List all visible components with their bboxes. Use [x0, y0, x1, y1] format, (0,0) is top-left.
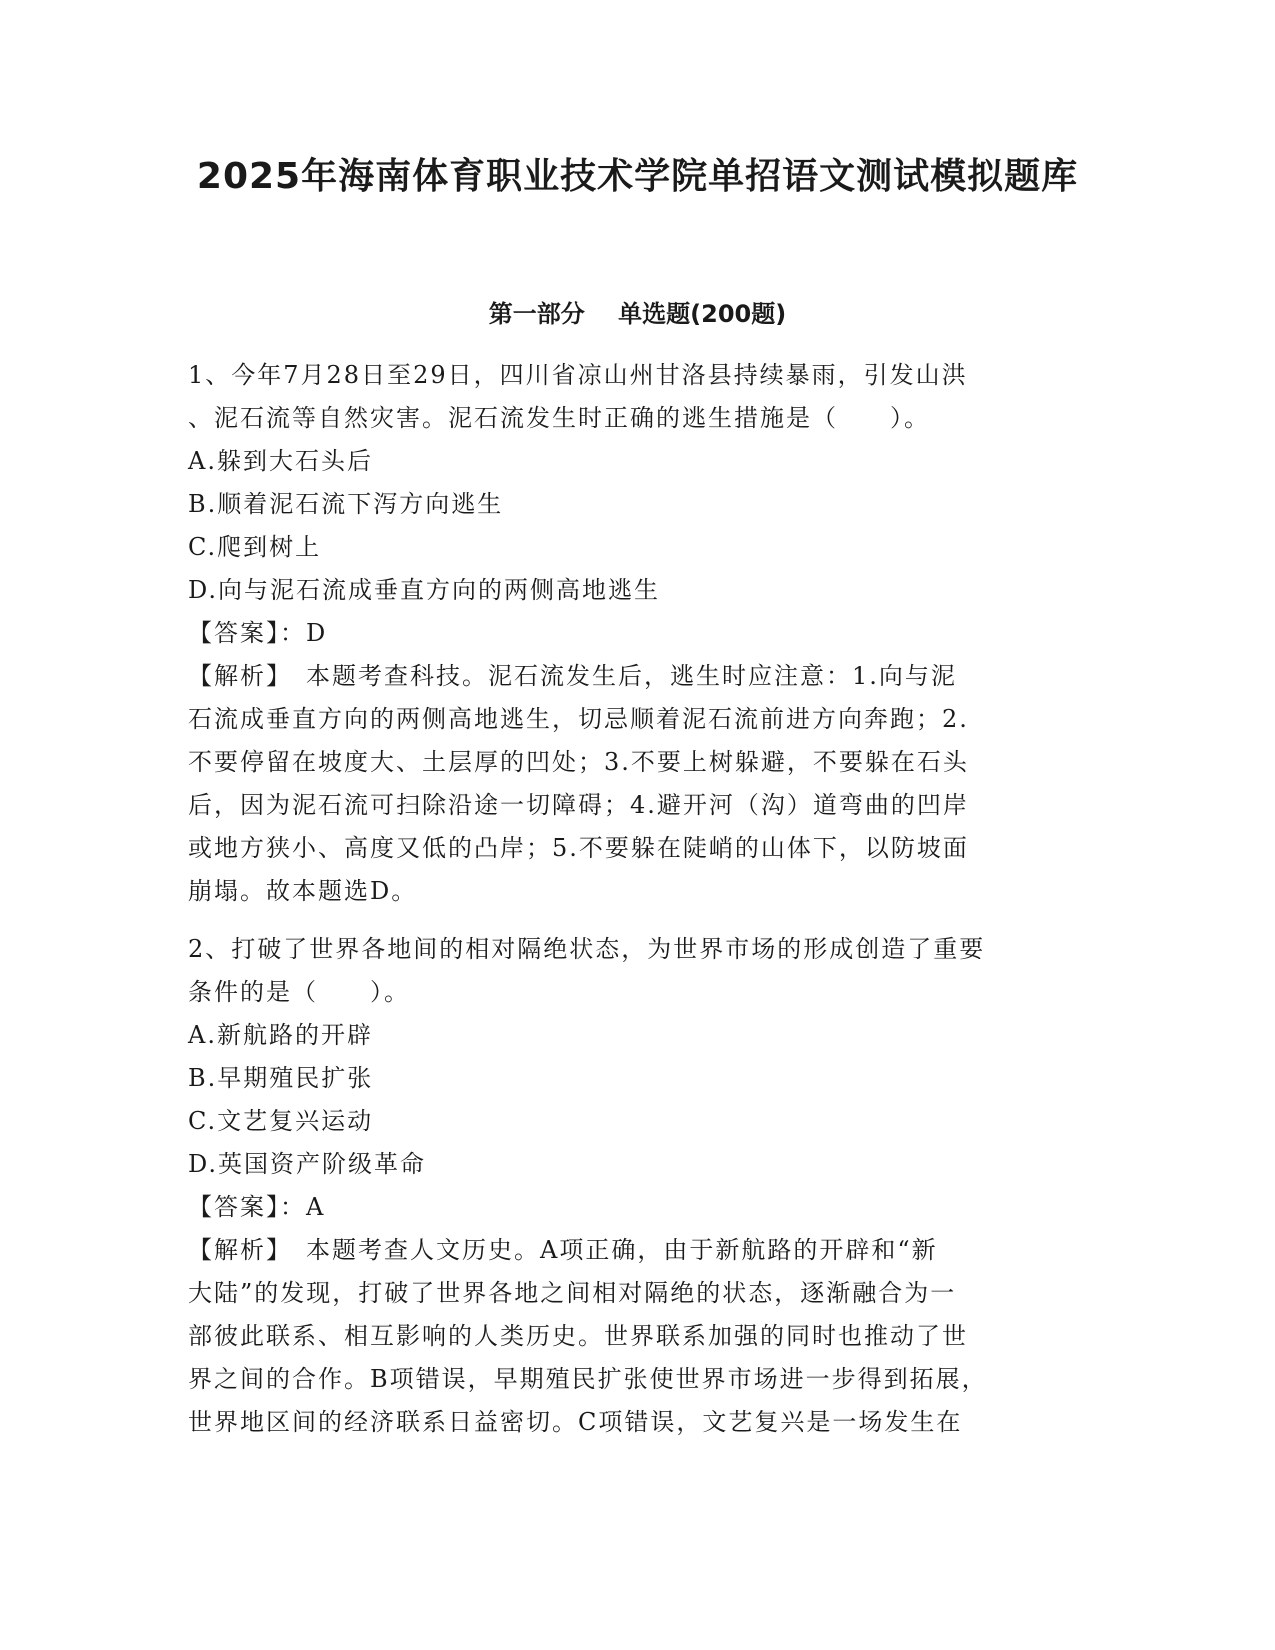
- section-title: 第一部分 单选题(200题): [488, 300, 787, 328]
- question-1: [188, 354, 1083, 913]
- question-stem: [188, 928, 1083, 1014]
- question-list: [188, 354, 1083, 1444]
- document-title: 2025年海南体育职业技术学院单招语文测试模拟题库: [196, 156, 1079, 197]
- analysis-line: 或地方狭小、高度又低的凸岸；5.不要躲在陡峭的山体下，以防坡面: [188, 834, 969, 862]
- option-a: A.新航路的开辟: [188, 1021, 373, 1049]
- analysis-line: 界之间的合作。B项错误，早期殖民扩张使世界市场进一步得到拓展，: [188, 1365, 988, 1393]
- analysis-line: 石流成垂直方向的两侧高地逃生，切忌顺着泥石流前进方向奔跑；2.: [188, 705, 969, 733]
- option-list: [188, 1014, 1083, 1186]
- option-d: D.向与泥石流成垂直方向的两侧高地逃生: [188, 576, 661, 604]
- analysis-line: 后，因为泥石流可扫除沿途一切障碍；4.避开河（沟）道弯曲的凹岸: [188, 791, 969, 819]
- option-c: C.爬到树上: [188, 533, 322, 561]
- question-stem: [188, 354, 1083, 440]
- analysis-line: 大陆”的发现，打破了世界各地之间相对隔绝的状态，逐渐融合为一: [188, 1279, 957, 1307]
- option-d: D.英国资产阶级革命: [188, 1150, 427, 1178]
- analysis-line: 【解析】 本题考查人文历史。A项正确，由于新航路的开辟和“新: [188, 1236, 938, 1264]
- stem-line: 2、打破了世界各地间的相对隔绝状态，为世界市场的形成创造了重要: [188, 935, 986, 963]
- answer: 【答案】：A: [188, 1193, 326, 1221]
- option-a: A.躲到大石头后: [188, 447, 373, 475]
- analysis: [188, 1229, 1083, 1444]
- analysis: [188, 655, 1083, 913]
- option-list: [188, 440, 1083, 612]
- analysis-line: 世界地区间的经济联系日益密切。C项错误，文艺复兴是一场发生在: [188, 1408, 963, 1436]
- analysis-line: 崩塌。故本题选D。: [188, 877, 418, 905]
- stem-line: 1、今年7月28日至29日，四川省凉山州甘洛县持续暴雨，引发山洪: [188, 361, 968, 389]
- analysis-line: 【解析】 本题考查科技。泥石流发生后，逃生时应注意：1.向与泥: [188, 662, 957, 690]
- option-b: B.早期殖民扩张: [188, 1064, 374, 1092]
- analysis-line: 不要停留在坡度大、土层厚的凹处；3.不要上树躲避，不要躲在石头: [188, 748, 969, 776]
- option-b: B.顺着泥石流下泻方向逃生: [188, 490, 504, 518]
- question-2: [188, 928, 1083, 1444]
- stem-line: 条件的是（ ）。: [188, 978, 410, 1006]
- analysis-line: 部彼此联系、相互影响的人类历史。世界联系加强的同时也推动了世: [188, 1322, 968, 1350]
- answer: 【答案】：D: [188, 619, 328, 647]
- stem-line: 、泥石流等自然灾害。泥石流发生时正确的逃生措施是（ ）。: [188, 404, 930, 432]
- option-c: C.文艺复兴运动: [188, 1107, 374, 1135]
